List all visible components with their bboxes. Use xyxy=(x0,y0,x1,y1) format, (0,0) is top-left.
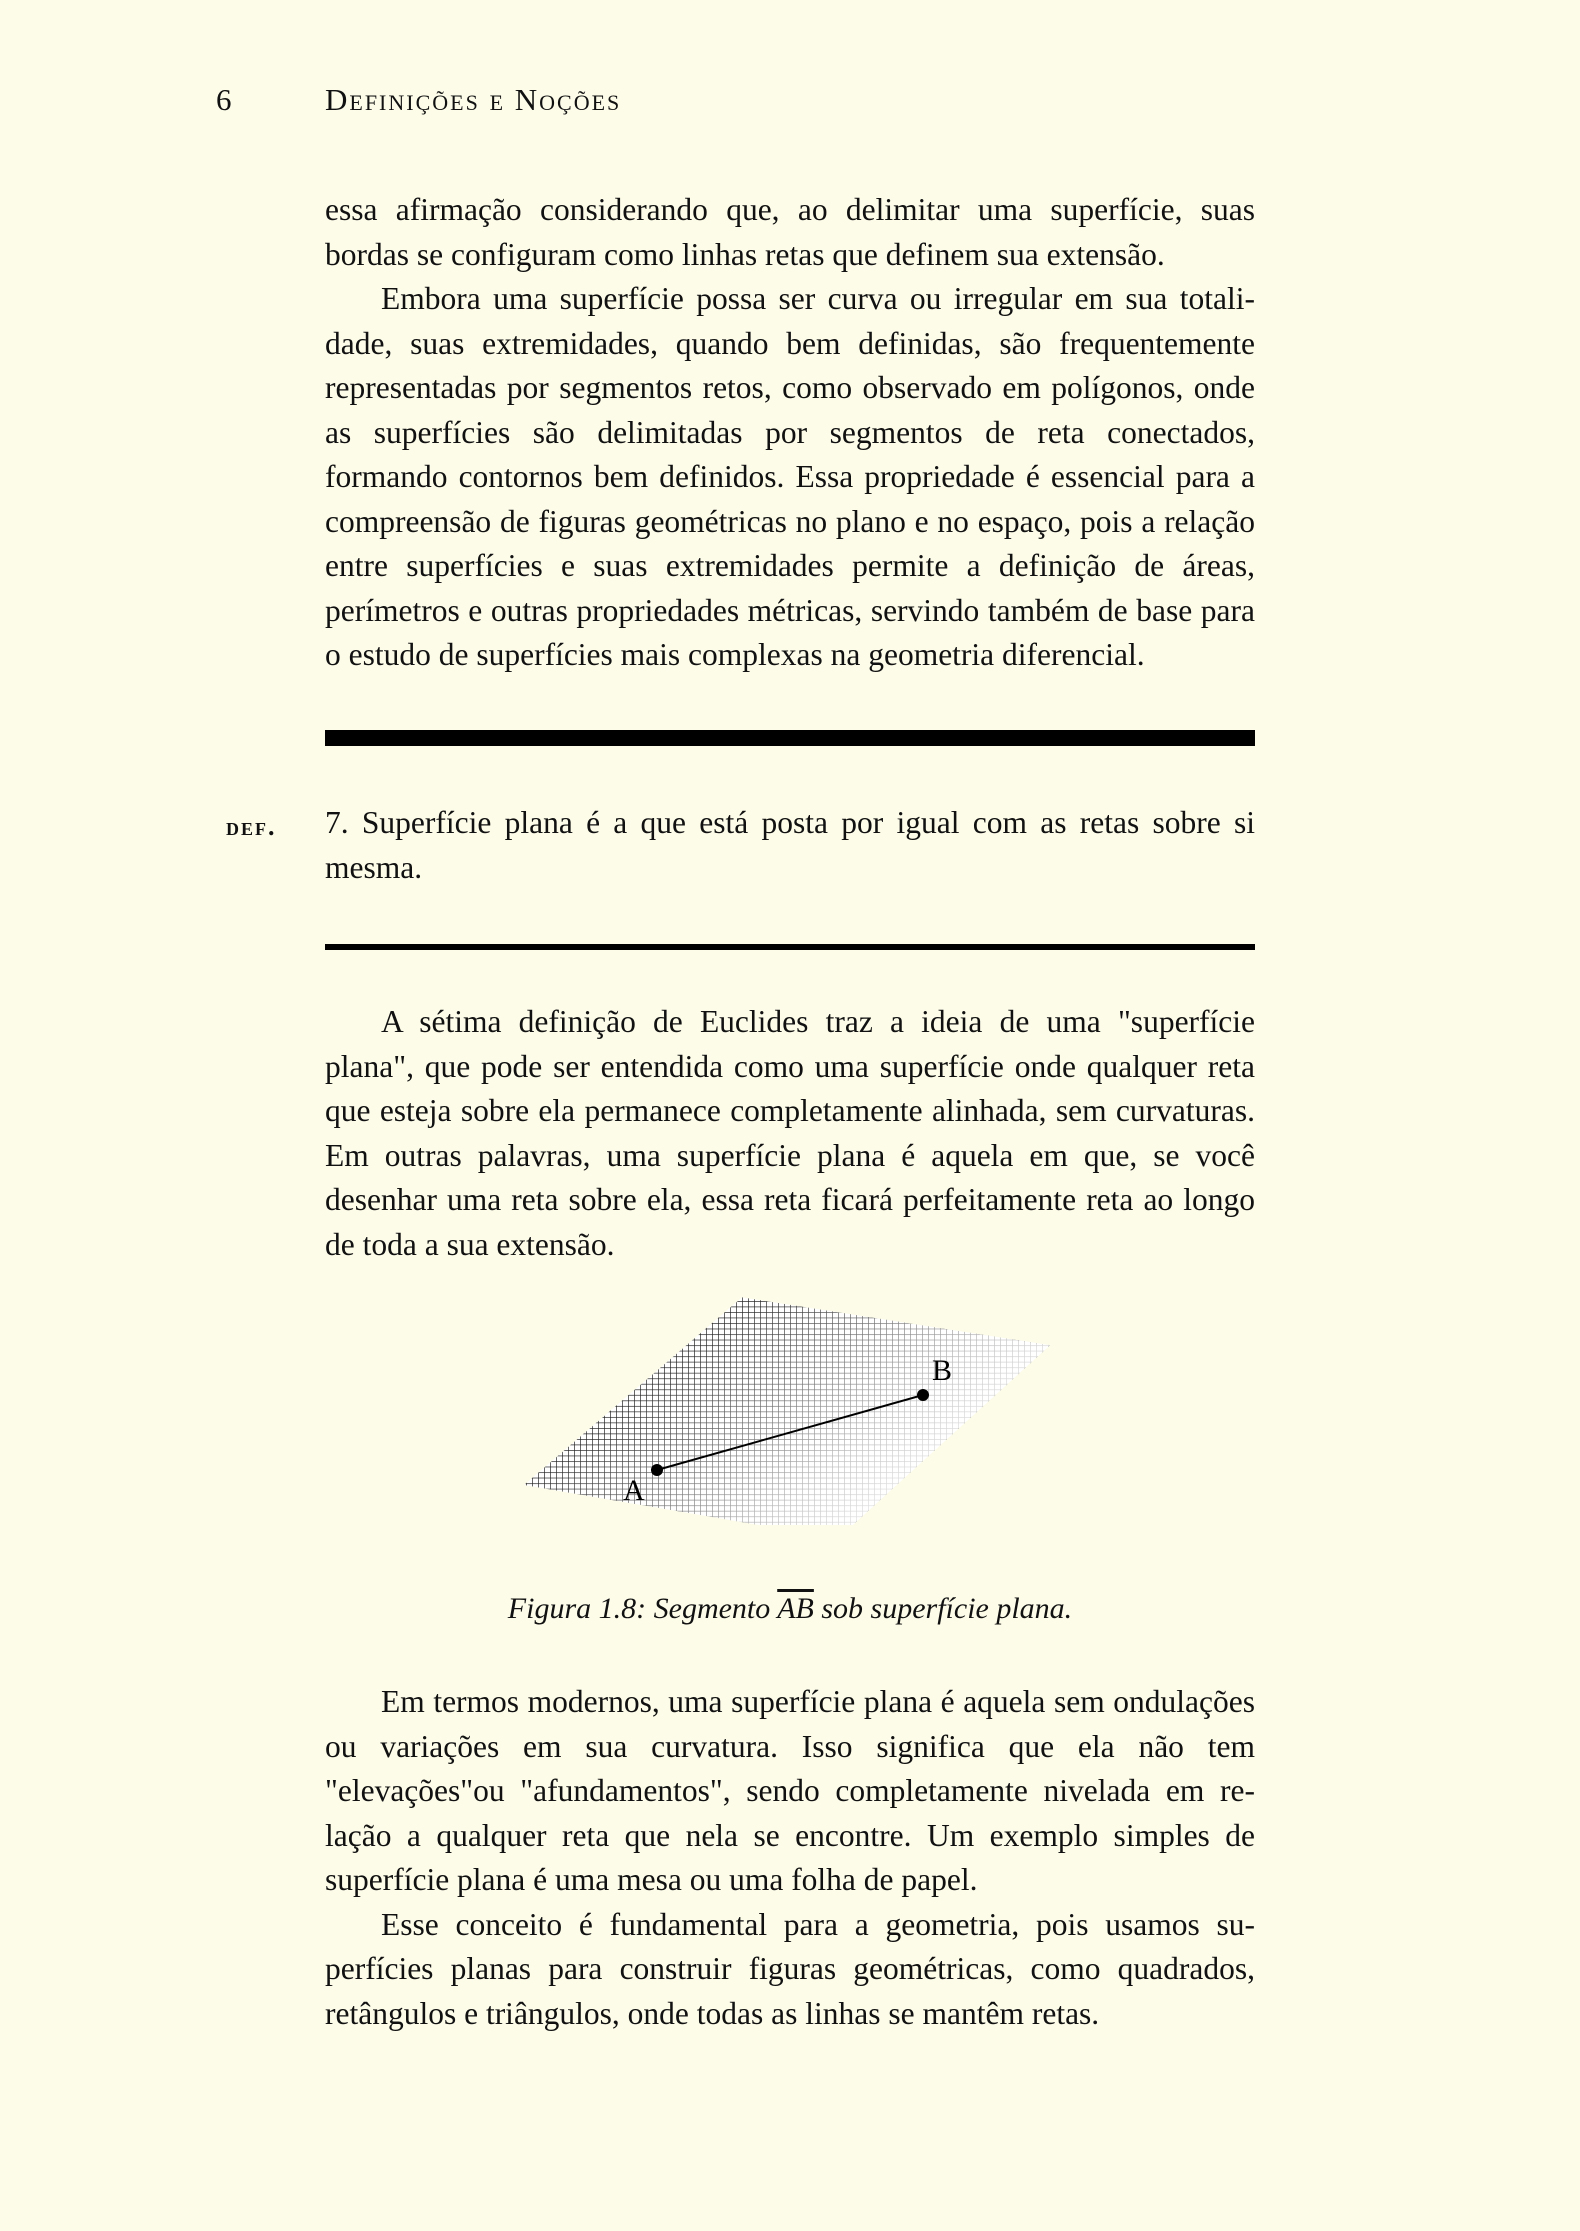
point-a-marker xyxy=(651,1464,663,1476)
caption-suffix: sob superfície plana. xyxy=(813,1592,1073,1625)
closing-paragraph-1: Em termos modernos, uma superfície plana é aquela sem ondulações ou variações em sua curvatura. Isso significa que ela não tem "elevações"ou "afundamentos", sendo completamente nivelada em relação a qualquer reta que nela se encontre. Um exemplo simples de superfície plana é uma mesa ou uma folha de papel. xyxy=(325,1684,1255,1897)
explanation-paragraph-1: A sétima definição de Euclides traz a ideia de uma "superfície plana", que pode ser entendida como uma superfície onde qualquer reta que esteja sobre ela permanece completamente alinhada, sem curvaturas. Em outras palavras, uma superfície plana é aquela em que, se você desenhar uma reta sobre ela, essa reta ficará perfeitamente reta ao longo de toda a sua extensão. xyxy=(325,1004,1255,1262)
point-b-label: B xyxy=(932,1354,953,1387)
intro-paragraph-2: Embora uma superfície possa ser curva ou irregular em sua totalidade, suas extremidades, quando bem definidas, são frequentemente representadas por segmentos retos, como observado em polígonos, onde as superfícies são delimitadas por segmentos de reta conectados, formando contornos bem definidos. Essa propriedade é essencial para a compreensão de figuras geométricas no plano e no espaço, pois a relação entre superfícies e suas extremidades permite a definição de áreas, perímetros e outras propriedades métricas, servindo também de base para o estudo de superfícies mais complexas na geometria diferencial. xyxy=(325,281,1255,672)
caption-prefix: Figura 1.8: Segmento xyxy=(507,1592,778,1625)
plane-svg xyxy=(520,1295,1060,1525)
plane-figure xyxy=(520,1295,1060,1525)
running-head: Definições e Noções xyxy=(325,82,622,117)
definition-top-rule xyxy=(325,730,1255,746)
definition-label: def. xyxy=(226,812,277,841)
caption-segment: $\overline{AB}$ xyxy=(777,1592,814,1625)
explanation-text xyxy=(325,1000,1255,1267)
intro-text xyxy=(325,188,1255,678)
definition-text: 7. Superfície plana é a que está posta por igual com as retas sobre si mesma. xyxy=(325,805,1255,885)
page-number: 6 xyxy=(216,82,232,117)
closing-paragraph-2: Esse conceito é fundamental para a geometria, pois usamos superfícies planas para construir figuras geométricas, como quadrados, retângulos e triângulos, onde todas as linhas se mantêm retas. xyxy=(325,1906,1255,2031)
figure-caption xyxy=(325,1592,1255,1626)
definition-bottom-rule xyxy=(325,944,1255,950)
point-b-marker xyxy=(917,1389,929,1401)
closing-text xyxy=(325,1680,1255,2036)
plane-fade xyxy=(524,1297,1050,1525)
point-a-label: A xyxy=(623,1474,645,1507)
intro-paragraph-1: essa afirmação considerando que, ao delimitar uma superfície, suas bordas se configuram como linhas retas que definem sua extensão. xyxy=(325,192,1255,272)
